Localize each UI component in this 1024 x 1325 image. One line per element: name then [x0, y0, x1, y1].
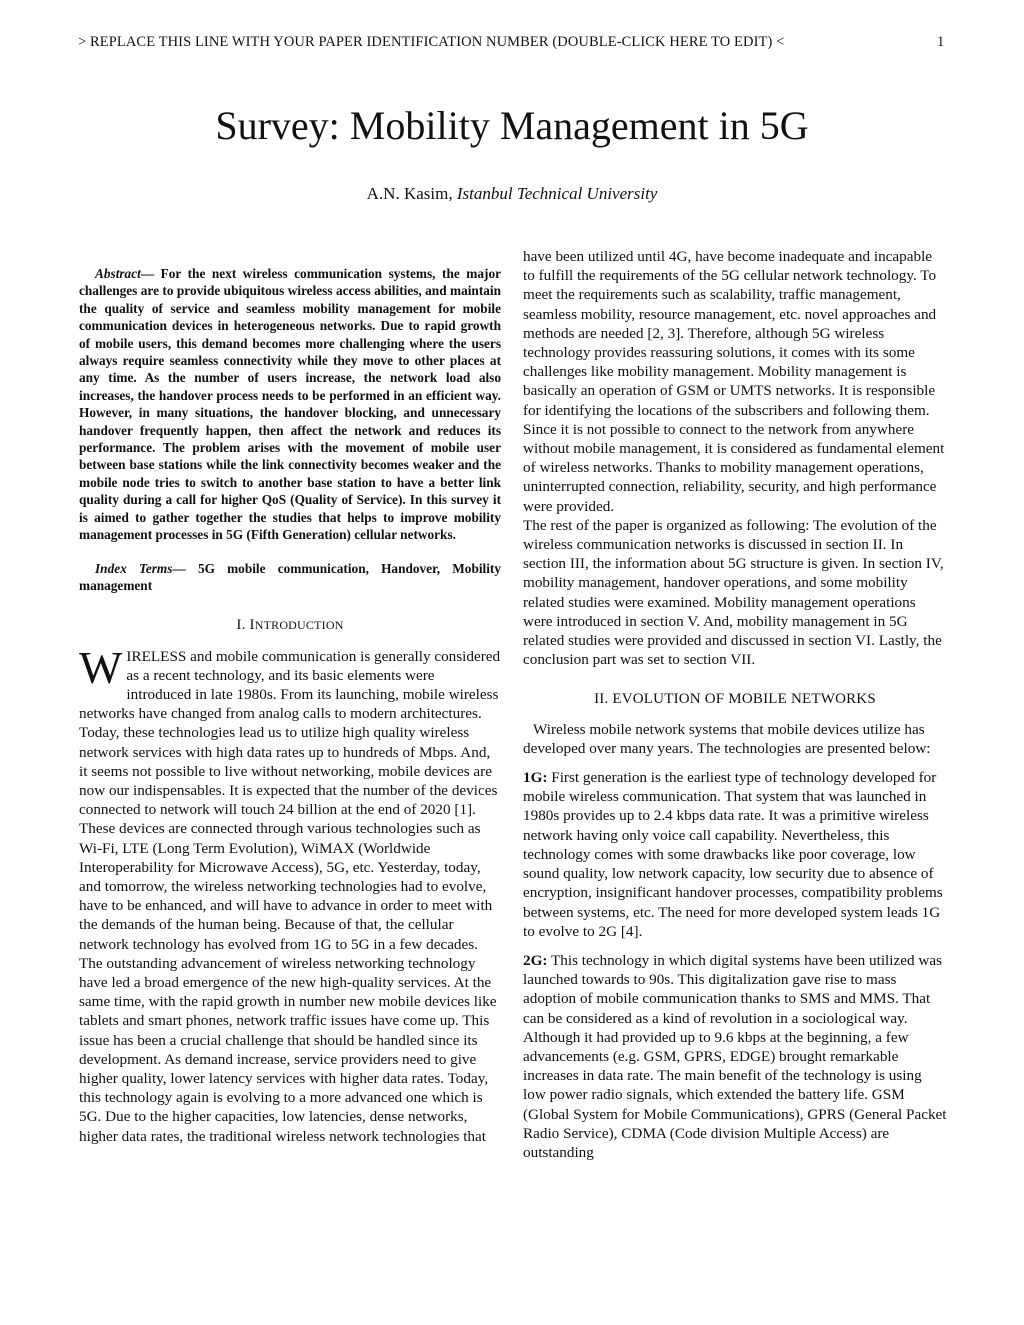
section-1-numeral: I.: [236, 617, 250, 634]
section-1-title-rest: NTRODUCTION: [254, 618, 344, 633]
abstract: [79, 265, 501, 544]
organization-paragraph: The rest of the paper is organized as following: The evolution of the wireless communication networks is discussed in section II. In section III, the information about 5G structure is given. In section IV, mobility management, handover operations, and some mobility related studies were examined. Mobility management operations were introduced in section V. And, mobility management in 5G related studies were provided and discussed in section VI. Lastly, the conclusion part was set to section VII.: [523, 516, 944, 669]
paper-title: Survey: Mobility Management in 5G: [215, 103, 809, 148]
generation-2g-text: This technology in which digital systems have been utilized was launched towards to 90s. This digitalization gave rise to mass adoption of mobile communication thanks to SMS and MMS. That can be considered as a kind of revolution in a sociological way. Although it had provided up to 9.6 kbps at the beginning, a few advancements (e.g. GSM, GPRS, EDGE) brought remarkable increases in data rate. The main benefit of the technology is using low power radio signals, which extended the battery life. GSM (Global System for Mobile Communications), GPRS (General Packet Radio Service), CDMA (Code division Multiple Access) are outstanding: [523, 951, 947, 1161]
drop-cap: W: [79, 641, 123, 693]
abstract-text: For the next wireless communication systems, the major challenges are to provide ubiquitous wireless access abilities, and maintain the quality of service and seamless mobility management for mobile communication devices in heterogeneous networks. Due to rapid growth of mobile users, this demand becomes more challenging where the users always require seamless connectivity while they move to other places at any time. As the number of users increase, the network load also increases, the handover process needs to be performed in an efficient way. However, in many situations, the handover blocking, and unnecessary handover frequently happen, then affect the network and reduces its performance. The problem arises with the movement of mobile user between base stations while the link connectivity becomes weaker and the mobile node tries to switch to another base station to have a better link quality during a call for higher QoS (Quality of Service). In this survey it is aimed to gather together the studies that helps to improve mobility management processes in 5G (Fifth Generation) cellular networks.: [79, 266, 501, 543]
introduction-text: IRELESS and mobile communication is generally considered as a recent technology, and its basic elements were introduced in late 1980s. From its launching, mobile wireless networks have changed from analog calls to modern architectures. Today, these technologies lead us to utilize high quality wireless network services with high data rates up to hundreds of Mbps. And, it seems not possible to live without networking, mobile devices are now our indispensables. It is expected that the number of the devices connected to network will touch 24 billion at the end of 2020 [1]. These devices are connected through various technologies such as Wi-Fi, LTE (Long Term Evolution), WiMAX (Worldwide Interoperability for Microwave Access), 5G, etc. Yesterday, today, and tomorrow, the wireless networking technologies had to evolve, have to be enhanced, and will have to advance in order to meet with the demands of the human being. Because of that, the cellular network technology has evolved from 1G to 5G in a few decades. The outstanding advancement of wireless networking technology have led a broad emergence of the new high-quality services. At the same time, with the rapid growth in number new mobile devices like tablets and smart phones, network traffic issues have come up. This issue has been a crucial challenge that should be handled since its development. As demand increase, service providers need to give higher quality, lower latency services with higher data rates. Today, this technology again is evolving to a more advanced one which is 5G. Due to the higher capacities, low latencies, dense networks, higher data rates, the traditional wireless network technologies that: [79, 647, 501, 1145]
section-2-intro: Wireless mobile network systems that mobile devices utilize has developed over many years. The technologies are presented below:: [523, 720, 931, 757]
author-name: A.N. Kasim,: [366, 184, 457, 203]
right-column: [523, 247, 947, 1162]
generation-2g-paragraph: [523, 951, 947, 1162]
generation-1g-paragraph: [523, 768, 947, 941]
author-line: [0, 184, 1024, 204]
index-terms: [79, 560, 501, 595]
index-terms-label: Index Terms: [95, 560, 173, 576]
generation-2g-label: 2G:: [523, 951, 548, 969]
section-2-heading: II. EVOLUTION OF MOBILE NETWORKS: [594, 691, 876, 708]
continuation-paragraph: have been utilized until 4G, have become inadequate and incapable to fulfill the requirements of the 5G cellular network technology. To meet the requirements such as scalability, traffic management, seamless mobility, resource management, etc. novel approaches and methods are needed [2, 3]. Therefore, although 5G wireless technology provides reassuring solutions, it comes with its some challenges like mobility management. Mobility management is basically an operation of GSM or UMTS networks. It is responsible for identifying the locations of the subscribers and following them. Since it is not possible to connect to the network from anywhere without mobile management, it is considered as fundamental element of wireless networks. Thanks to mobility management operations, uninterrupted connection, reliability, security, and high performance were provided.: [523, 248, 945, 515]
generation-1g-label: 1G:: [523, 769, 548, 787]
page-number: 1: [937, 34, 945, 50]
author-affiliation: Istanbul Technical University: [456, 184, 658, 203]
index-terms-dash: —: [172, 560, 198, 576]
generation-1g-text: First generation is the earliest type of technology developed for mobile wireless communication. That system that was launched in 1980s provides up to 2.4 kbps data rate. It was a primitive wireless network having only voice call capability. Nevertheless, this technology comes with some drawbacks like poor coverage, low sound quality, low network capacity, low security due to absence of encryption, insignificant handover processes, compatibility problems between systems, etc. The need for more developed system leads 1G to evolve to 2G [4].: [523, 769, 943, 940]
section-1-heading: [79, 616, 501, 635]
index-terms-text: 5G mobile communication, Handover, Mobility management: [79, 560, 502, 593]
left-column: [79, 265, 501, 1146]
abstract-dash: —: [140, 266, 161, 281]
section-1-initial: I: [249, 617, 255, 634]
header-text: > REPLACE THIS LINE WITH YOUR PAPER IDENTIFICATION NUMBER (DOUBLE-CLICK HERE TO EDIT) <: [78, 34, 785, 50]
introduction-paragraph: [79, 641, 501, 1146]
abstract-label: Abstract: [95, 266, 141, 281]
